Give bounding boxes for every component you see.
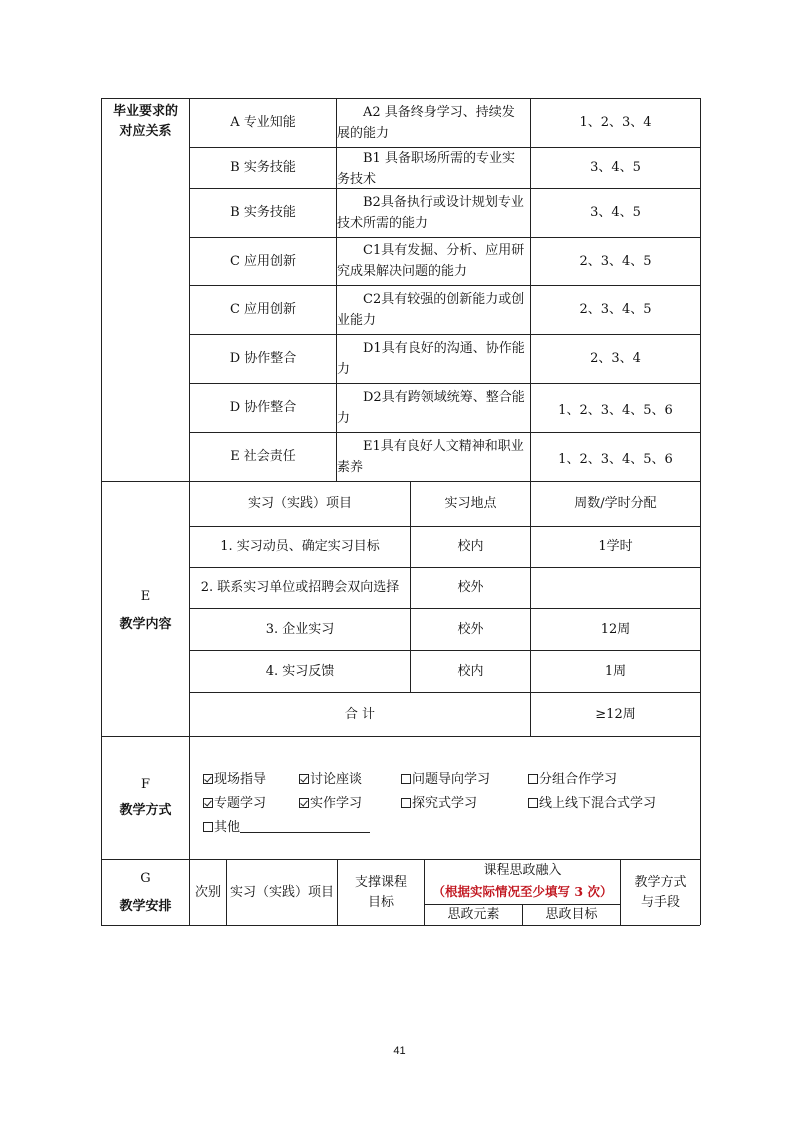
section-f-title: 教学方式	[119, 803, 172, 818]
option-blended[interactable]	[528, 795, 656, 813]
category-cell: E 社会责任	[230, 449, 296, 464]
option-label: 现场指导	[214, 772, 267, 787]
courses-cell: 3、4、5	[590, 160, 641, 175]
option-other[interactable]	[203, 819, 370, 837]
checkbox-empty-icon[interactable]	[401, 774, 411, 784]
checkbox-empty-icon[interactable]	[528, 774, 538, 784]
col-project-header: 实习（实践）项目	[229, 884, 334, 900]
section-g-letter: G	[140, 871, 151, 886]
courses-cell: 2、3、4、5	[579, 302, 652, 317]
col-element-header: 思政元素	[447, 907, 500, 922]
section-d-title-line1: 毕业要求的	[112, 104, 178, 119]
category-cell: A 专业知能	[230, 115, 296, 130]
page-number: 41	[393, 1045, 406, 1057]
checkbox-checked-icon[interactable]	[203, 798, 213, 808]
table-row-item: 2. 联系实习单位或招聘会双向选择	[200, 580, 400, 595]
option-label: 线上线下混合式学习	[539, 796, 657, 811]
option-problem-based[interactable]	[401, 771, 490, 789]
category-cell: D 协作整合	[229, 351, 297, 366]
option-group-cooperative[interactable]	[528, 771, 617, 789]
category-cell: C 应用创新	[229, 302, 297, 317]
section-d-title-line2: 对应关系	[119, 124, 172, 139]
checkbox-checked-icon[interactable]	[203, 774, 213, 784]
option-inquiry[interactable]	[401, 795, 477, 813]
requirement-cell: A2 具备终身学习、持续发展的能力	[337, 105, 515, 141]
col-support-header	[338, 860, 424, 925]
header-location: 实习地点	[444, 496, 497, 511]
other-fill-line[interactable]	[240, 820, 370, 833]
courses-cell: 2、3、4	[590, 351, 641, 366]
requirement-cell: E1具有良好人文精神和职业素养	[337, 439, 524, 475]
table-row-location: 校外	[457, 580, 484, 595]
requirement-cell: D1具有良好的沟通、协作能力	[337, 341, 525, 377]
table-row-item: 4. 实习反馈	[265, 663, 335, 679]
option-label: 专题学习	[214, 796, 267, 811]
category-cell: C 应用创新	[229, 253, 297, 269]
option-label: 分组合作学习	[539, 772, 618, 787]
checkbox-empty-icon[interactable]	[528, 798, 538, 808]
section-e-title: 教学内容	[119, 617, 172, 632]
requirement-cell: C2具有较强的创新能力或创业能力	[337, 292, 525, 328]
col-method-header	[621, 860, 700, 925]
section-g-title: 教学安排	[119, 899, 172, 914]
section-e-letter: E	[140, 589, 151, 604]
header-time: 周数/学时分配	[574, 496, 657, 511]
col-method-line1: 教学方式	[634, 874, 687, 890]
courses-cell: 1、2、3、4	[579, 115, 652, 130]
table-row-time: 1学时	[598, 539, 633, 554]
header-project: 实习（实践）项目	[247, 496, 352, 511]
requirement-cell: D2具有跨领域统筹、整合能力	[337, 390, 525, 426]
table-row-item: 3. 企业实习	[265, 621, 335, 637]
option-label: 问题导向学习	[412, 772, 491, 787]
courses-cell: 1、2、3、4、5、6	[558, 403, 673, 418]
option-practical-study[interactable]	[299, 795, 362, 813]
section-d-title	[102, 100, 189, 144]
col-order-header: 次别	[194, 884, 221, 900]
col-ideology-header: 课程思政融入	[483, 863, 562, 878]
option-discussion[interactable]	[299, 771, 362, 789]
col-goal-header: 思政目标	[545, 907, 598, 922]
category-cell: D 协作整合	[229, 400, 297, 415]
table-row-time: 1周	[604, 663, 627, 679]
table-row-time: 12周	[600, 621, 631, 637]
col-support-line2: 目标	[367, 894, 394, 910]
table-row-time	[531, 568, 700, 608]
option-label: 探究式学习	[412, 796, 478, 811]
total-label: 合 计	[344, 706, 376, 722]
checkbox-empty-icon[interactable]	[203, 822, 213, 832]
table-row-location: 校内	[457, 663, 484, 679]
requirement-cell: C1具有发掘、分析、应用研究成果解决问题的能力	[337, 243, 525, 279]
col-support-line1: 支撑课程	[354, 874, 407, 890]
table-row-item: 1. 实习动员、确定实习目标	[220, 539, 380, 554]
option-onsite-guidance[interactable]	[203, 771, 266, 789]
table-row-location: 校内	[457, 539, 484, 554]
category-cell: B 实务技能	[230, 160, 296, 175]
checkbox-empty-icon[interactable]	[401, 798, 411, 808]
option-label: 其他	[214, 820, 241, 835]
table-row-location: 校外	[457, 621, 484, 637]
option-label: 实作学习	[310, 796, 363, 811]
category-cell: B 实务技能	[230, 205, 296, 220]
courses-cell: 2、3、4、5	[579, 253, 652, 269]
col-ideology-note: （根据实际情况至少填写 3 次）	[432, 884, 613, 899]
courses-cell: 3、4、5	[590, 205, 641, 220]
total-value: ≥12周	[595, 706, 636, 722]
col-method-line2: 与手段	[640, 894, 680, 910]
checkbox-checked-icon[interactable]	[299, 774, 309, 784]
option-topic-study[interactable]	[203, 795, 266, 813]
courses-cell: 1、2、3、4、5、6	[558, 452, 673, 467]
section-f-letter: F	[140, 777, 151, 792]
requirement-cell: B2具备执行或设计规划专业技术所需的能力	[337, 195, 524, 231]
checkbox-checked-icon[interactable]	[299, 798, 309, 808]
requirement-cell: B1 具备职场所需的专业实务技术	[337, 151, 515, 187]
option-label: 讨论座谈	[310, 772, 363, 787]
